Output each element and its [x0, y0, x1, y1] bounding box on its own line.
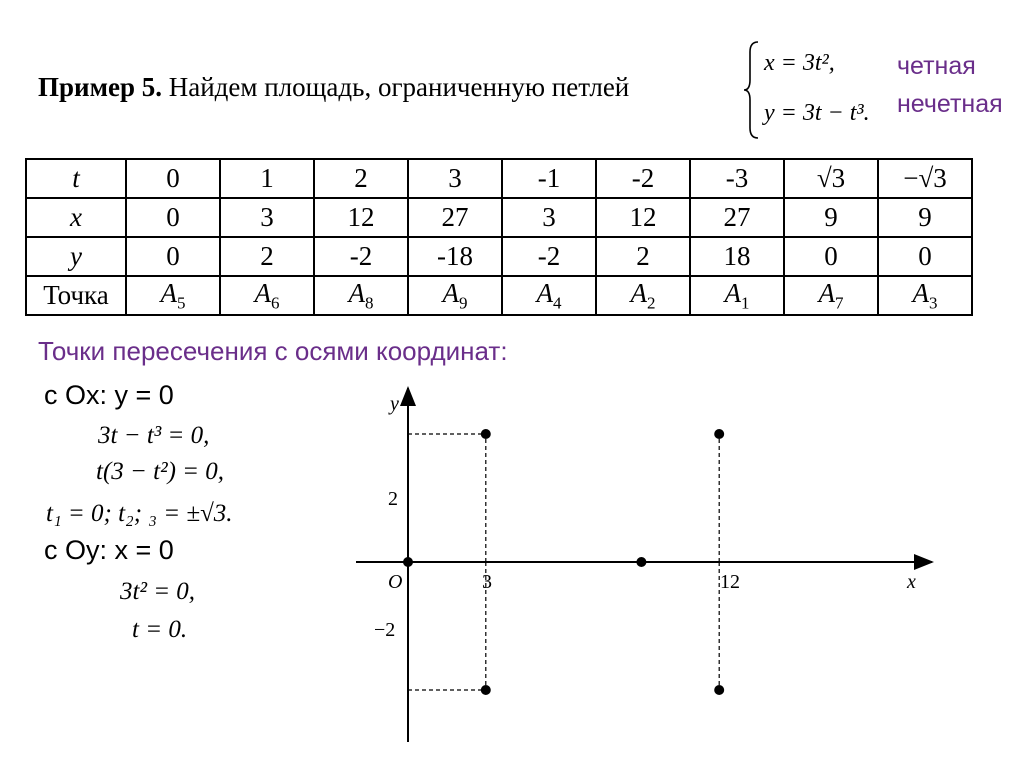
plot-point — [403, 557, 413, 567]
table-cell: 2 — [220, 237, 314, 276]
example-label: Пример 5. — [38, 72, 162, 102]
plot-point — [714, 429, 724, 439]
table-cell: 27 — [408, 198, 502, 237]
point-cell: $A_9$ — [408, 276, 502, 315]
oy-label: с Oy: x = 0 — [44, 535, 174, 565]
ox-label: с Ox: y = 0 — [44, 380, 174, 410]
x-tick-label: 12 — [720, 571, 740, 593]
x-axis-label: x — [907, 571, 916, 593]
table-cell: -18 — [408, 237, 502, 276]
table-row — [26, 237, 972, 276]
point-cell: $A_3$ — [878, 276, 972, 315]
plot-point — [714, 685, 724, 695]
table-cell: 3 — [502, 198, 596, 237]
table-cell: -2 — [502, 237, 596, 276]
table-cell: 0 — [878, 237, 972, 276]
table-cell: 0 — [126, 198, 220, 237]
point-cell: $A_8$ — [314, 276, 408, 315]
y-axis-label: y — [390, 393, 399, 415]
table-cell: -1 — [502, 159, 596, 198]
equation-x: x = 3t², — [764, 50, 835, 76]
point-cell: $A_6$ — [220, 276, 314, 315]
note-even: четная — [897, 52, 976, 80]
table-cell: -2 — [596, 159, 690, 198]
note-odd: нечетная — [897, 90, 1003, 118]
ox-step: t(3 − t²) = 0, — [96, 458, 225, 485]
table-row — [26, 276, 972, 315]
x-tick-label: 3 — [482, 571, 492, 593]
coordinate-plot — [340, 380, 940, 750]
table-cell: 0 — [126, 159, 220, 198]
equation-y: y = 3t − t³. — [764, 100, 870, 126]
point-cell: $A_7$ — [784, 276, 878, 315]
table-cell: 9 — [784, 198, 878, 237]
oy-step: t = 0. — [132, 616, 188, 643]
oy-step: 3t² = 0, — [120, 578, 196, 605]
origin-label: O — [388, 571, 403, 593]
table-cell: 3 — [408, 159, 502, 198]
values-table — [25, 158, 973, 316]
plot-point — [636, 557, 646, 567]
table-cell: √3 — [784, 159, 878, 198]
table-cell: -2 — [314, 237, 408, 276]
row-header: x — [26, 198, 126, 237]
row-header: t — [26, 159, 126, 198]
table-cell: 0 — [126, 237, 220, 276]
plot-point — [481, 685, 491, 695]
row-header: y — [26, 237, 126, 276]
intersections-heading: Точки пересечения с осями координат: — [38, 336, 508, 366]
plot-point — [481, 429, 491, 439]
table-cell: 2 — [596, 237, 690, 276]
table-cell: −√3 — [878, 159, 972, 198]
y-tick-label: 2 — [388, 488, 398, 510]
point-cell: $A_1$ — [690, 276, 784, 315]
table-row — [26, 198, 972, 237]
ox-step: 3t − t³ = 0, — [98, 422, 210, 449]
ox-step: t₁ = 0; t₂; ₃ = ±√3. — [46, 500, 233, 527]
table-cell: 0 — [784, 237, 878, 276]
table-cell: 9 — [878, 198, 972, 237]
point-cell: $A_5$ — [126, 276, 220, 315]
table-cell: 27 — [690, 198, 784, 237]
brace-icon — [742, 40, 762, 140]
table-row — [26, 159, 972, 198]
table-cell: 12 — [596, 198, 690, 237]
page-title — [38, 72, 629, 103]
table-cell: 12 — [314, 198, 408, 237]
table-cell: 18 — [690, 237, 784, 276]
y-tick-label: −2 — [374, 619, 396, 641]
table-cell: 3 — [220, 198, 314, 237]
point-cell: $A_2$ — [596, 276, 690, 315]
point-cell: $A_4$ — [502, 276, 596, 315]
table-cell: 1 — [220, 159, 314, 198]
table-cell: 2 — [314, 159, 408, 198]
title-text: Найдем площадь, ограниченную петлей — [161, 72, 630, 102]
table-cell: -3 — [690, 159, 784, 198]
row-header: Точка — [26, 276, 126, 315]
